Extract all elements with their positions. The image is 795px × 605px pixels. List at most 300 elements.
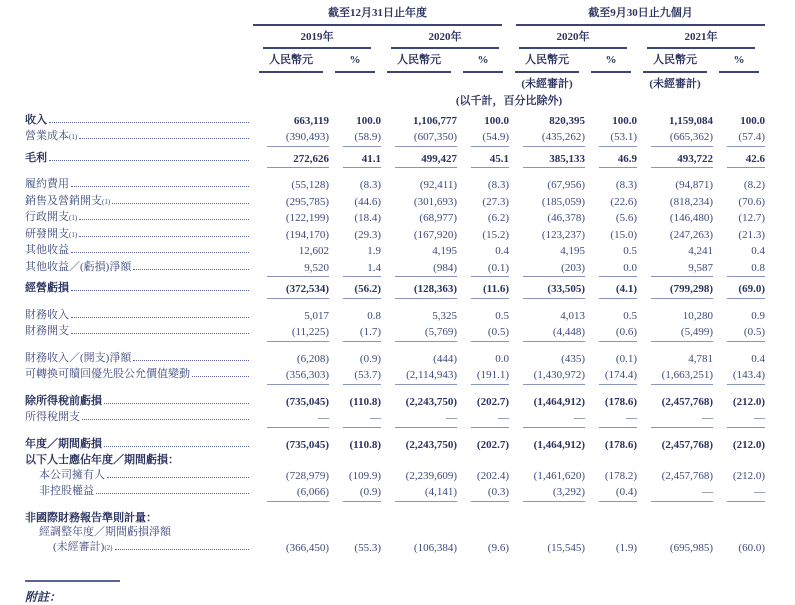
value-cell-rmb bbox=[509, 210, 585, 227]
year-label: 2020年 bbox=[519, 26, 627, 50]
value: (67,956) bbox=[547, 179, 585, 191]
value-cell-pct bbox=[329, 468, 381, 485]
value: (174.4) bbox=[599, 367, 637, 385]
dot-leader bbox=[49, 160, 249, 161]
value-cell-rmb bbox=[381, 324, 457, 342]
value-cell-rmb bbox=[253, 243, 329, 260]
value: — bbox=[651, 410, 713, 428]
row-label-cell bbox=[25, 147, 253, 169]
row-label-cell bbox=[25, 260, 253, 278]
table-row bbox=[25, 147, 765, 169]
value-cell-rmb bbox=[253, 484, 329, 502]
value: 0.8 bbox=[367, 309, 381, 322]
dot-leader bbox=[79, 219, 249, 220]
row-label-text: 財務收入 bbox=[25, 308, 69, 321]
value: (5.6) bbox=[615, 212, 637, 224]
value: 4,195 bbox=[432, 245, 457, 257]
row-label-cell bbox=[25, 428, 253, 454]
dot-leader bbox=[96, 493, 249, 494]
row-label: 行政開支 (1) bbox=[25, 210, 253, 225]
row-label-text: 研發開支 bbox=[25, 227, 69, 240]
value: 9,587 bbox=[651, 260, 713, 278]
value-cell-pct bbox=[457, 210, 509, 227]
row-label: 銷售及營銷開支 (1) bbox=[25, 194, 253, 209]
value: (301,693) bbox=[413, 195, 457, 208]
currency-header bbox=[381, 49, 457, 73]
row-label bbox=[25, 177, 253, 192]
empty-cell bbox=[713, 73, 765, 92]
value: 1,106,777 bbox=[413, 114, 457, 127]
value: 0.4 bbox=[751, 245, 765, 257]
row-label: 研發開支 (1) bbox=[25, 227, 253, 242]
row-label-cell bbox=[25, 243, 253, 260]
value-cell-rmb bbox=[637, 385, 713, 411]
value: (2,457,768) bbox=[661, 438, 713, 451]
row-label-cell bbox=[25, 129, 253, 147]
value-cell-rmb bbox=[637, 299, 713, 325]
value: (2,457,768) bbox=[661, 469, 713, 482]
value-cell-pct bbox=[713, 385, 765, 411]
row-label-cell bbox=[25, 342, 253, 368]
unaudited-note bbox=[637, 73, 713, 92]
row-label-cell bbox=[25, 367, 253, 385]
value: 100.0 bbox=[740, 114, 765, 127]
value: (33,505) bbox=[523, 281, 585, 299]
table-header bbox=[25, 6, 765, 113]
value-cell-rmb bbox=[381, 243, 457, 260]
percent-label: % bbox=[591, 49, 631, 73]
empty-span-cell bbox=[253, 453, 765, 468]
row-label-text: 其他收益 bbox=[25, 244, 69, 256]
row-label-cell bbox=[25, 227, 253, 244]
value: (0.9) bbox=[359, 352, 381, 365]
year-header bbox=[509, 26, 637, 50]
value-cell-rmb bbox=[637, 243, 713, 260]
value: 1.4 bbox=[343, 260, 381, 278]
row-label-text: 可轉換可贖回優先股公允價值變動 bbox=[25, 368, 190, 380]
value: (202.7) bbox=[476, 395, 509, 408]
value-cell-pct bbox=[457, 227, 509, 244]
percent-label: % bbox=[463, 49, 503, 73]
value-cell-rmb bbox=[381, 540, 457, 557]
value-cell-pct bbox=[329, 277, 381, 299]
table-row bbox=[25, 540, 765, 557]
value-cell-rmb bbox=[509, 113, 585, 130]
value: 0.4 bbox=[751, 352, 765, 365]
value-cell-rmb bbox=[637, 277, 713, 299]
value-cell-pct bbox=[585, 147, 637, 169]
value-cell-pct bbox=[457, 147, 509, 169]
table-row bbox=[25, 194, 765, 211]
value-cell-pct bbox=[457, 129, 509, 147]
value: 0.0 bbox=[599, 260, 637, 278]
row-label bbox=[25, 437, 253, 452]
year-header bbox=[253, 26, 381, 50]
value-cell-rmb bbox=[509, 227, 585, 244]
value: (70.6) bbox=[738, 195, 765, 208]
value-cell-pct bbox=[585, 484, 637, 502]
row-label bbox=[25, 243, 253, 258]
value: (15.2) bbox=[482, 228, 509, 241]
value-cell-pct bbox=[713, 468, 765, 485]
year-label: 2019年 bbox=[263, 26, 371, 50]
value-cell-rmb bbox=[637, 324, 713, 342]
value: 4,241 bbox=[688, 245, 713, 257]
unaudited-note bbox=[509, 73, 585, 92]
row-label-text: 毛利 bbox=[25, 151, 47, 164]
currency-header bbox=[637, 49, 713, 73]
value: (68,977) bbox=[419, 212, 457, 224]
units-note-row bbox=[25, 91, 765, 113]
table-row bbox=[25, 260, 765, 278]
percent-header bbox=[329, 49, 381, 73]
value: (178.6) bbox=[604, 395, 637, 408]
value-cell-rmb bbox=[509, 277, 585, 299]
value: 100.0 bbox=[612, 114, 637, 127]
value-cell-rmb bbox=[381, 260, 457, 278]
value-cell-rmb bbox=[381, 484, 457, 502]
table-row bbox=[25, 227, 765, 244]
value: 46.9 bbox=[599, 151, 637, 169]
value: (695,985) bbox=[669, 541, 713, 554]
value-cell-rmb bbox=[381, 113, 457, 130]
value-cell-pct bbox=[713, 260, 765, 278]
value-cell-rmb bbox=[253, 385, 329, 411]
value-cell-pct bbox=[329, 113, 381, 130]
year-label: 2020年 bbox=[391, 26, 499, 50]
value: 385,133 bbox=[523, 151, 585, 169]
value-cell-rmb bbox=[509, 342, 585, 368]
dot-leader bbox=[79, 138, 249, 139]
value: (0.3) bbox=[471, 484, 509, 502]
row-label-cell bbox=[25, 299, 253, 325]
value-cell-pct bbox=[713, 243, 765, 260]
value-cell-rmb bbox=[637, 168, 713, 194]
table-row bbox=[25, 525, 765, 540]
row-label-text: (未經審計) bbox=[53, 540, 105, 553]
value-cell-rmb bbox=[381, 367, 457, 385]
value: (0.6) bbox=[599, 324, 637, 342]
value-cell-pct bbox=[329, 385, 381, 411]
value: (2,239,609) bbox=[405, 469, 457, 482]
value: (146,480) bbox=[669, 212, 713, 224]
value: (4,141) bbox=[395, 484, 457, 502]
year-header bbox=[381, 26, 509, 50]
value-cell-pct bbox=[713, 342, 765, 368]
value: (2,457,768) bbox=[661, 395, 713, 408]
value: 820,395 bbox=[549, 114, 585, 127]
value: (194,170) bbox=[285, 228, 329, 241]
value: 45.1 bbox=[471, 151, 509, 169]
value: (167,920) bbox=[413, 228, 457, 241]
value-cell-rmb bbox=[381, 227, 457, 244]
value-cell-rmb bbox=[509, 410, 585, 428]
value-cell-pct bbox=[329, 260, 381, 278]
row-label-text: 財務收入／(開支)淨額 bbox=[25, 351, 132, 364]
value-cell-rmb bbox=[637, 147, 713, 169]
value: (55.3) bbox=[354, 541, 381, 554]
value-cell-pct bbox=[329, 210, 381, 227]
row-label-text: 以下人士應佔年度／期間虧損： bbox=[25, 454, 179, 466]
value-cell-rmb bbox=[381, 277, 457, 299]
value-cell-pct bbox=[457, 428, 509, 454]
dot-leader bbox=[115, 549, 250, 550]
value-cell-pct bbox=[585, 385, 637, 411]
value-cell-rmb bbox=[509, 260, 585, 278]
row-label-text: 非國際財務報告準則計量： bbox=[25, 511, 157, 524]
value-cell-rmb bbox=[253, 210, 329, 227]
value: (191.1) bbox=[471, 367, 509, 385]
value-cell-rmb bbox=[509, 324, 585, 342]
dot-leader bbox=[71, 333, 249, 334]
table-body bbox=[25, 113, 765, 557]
row-label-text: 銷售及營銷開支 bbox=[25, 194, 102, 207]
value-cell-rmb bbox=[381, 210, 457, 227]
value-cell-rmb bbox=[637, 227, 713, 244]
financial-summary-table bbox=[25, 6, 765, 556]
value-cell-rmb bbox=[637, 410, 713, 428]
value: (11.6) bbox=[471, 281, 509, 299]
value: — bbox=[471, 410, 509, 428]
value: 100.0 bbox=[484, 114, 509, 127]
value: (18.4) bbox=[354, 212, 381, 224]
value: (143.4) bbox=[727, 367, 765, 385]
row-label bbox=[25, 151, 253, 166]
value: (53.7) bbox=[343, 367, 381, 385]
value: (109.9) bbox=[348, 469, 381, 482]
value: (110.8) bbox=[349, 395, 381, 408]
dot-leader bbox=[71, 186, 249, 187]
value-cell-pct bbox=[457, 468, 509, 485]
dot-leader bbox=[49, 122, 249, 123]
value-cell-pct bbox=[585, 367, 637, 385]
period-group-title bbox=[509, 6, 765, 26]
value-cell-pct bbox=[457, 260, 509, 278]
table-row bbox=[25, 367, 765, 385]
dot-leader bbox=[133, 360, 249, 361]
value: (728,979) bbox=[285, 469, 329, 482]
dot-leader bbox=[192, 376, 249, 377]
value-cell-pct bbox=[329, 147, 381, 169]
value: (11,225) bbox=[267, 324, 329, 342]
value-cell-pct bbox=[457, 324, 509, 342]
value: (178.2) bbox=[604, 469, 637, 482]
table-row bbox=[25, 299, 765, 325]
value: (0.1) bbox=[615, 352, 637, 365]
value: 1.9 bbox=[367, 245, 381, 257]
empty-span-cell bbox=[253, 502, 765, 526]
period-group-title bbox=[253, 6, 509, 26]
value: 0.5 bbox=[623, 245, 637, 257]
value-cell-pct bbox=[585, 194, 637, 211]
value-cell-rmb bbox=[253, 129, 329, 147]
value: (799,298) bbox=[651, 281, 713, 299]
currency-label: 人民幣元 bbox=[515, 49, 579, 73]
value: (247,263) bbox=[669, 228, 713, 241]
value-cell-rmb bbox=[381, 468, 457, 485]
value: (6,208) bbox=[296, 352, 329, 365]
unaudited-row bbox=[25, 73, 765, 92]
value: (55,128) bbox=[291, 179, 329, 191]
value: 100.0 bbox=[356, 114, 381, 127]
value: (5,769) bbox=[395, 324, 457, 342]
value-cell-rmb bbox=[637, 260, 713, 278]
value-cell-rmb bbox=[637, 540, 713, 557]
table-row bbox=[25, 453, 765, 468]
value: (8.3) bbox=[615, 179, 637, 191]
value: 0.5 bbox=[495, 309, 509, 322]
value: 12,602 bbox=[298, 245, 329, 257]
value: (366,450) bbox=[285, 541, 329, 554]
value: (27.3) bbox=[482, 195, 509, 208]
value: 0.9 bbox=[751, 309, 765, 322]
value: (94,871) bbox=[675, 179, 713, 191]
row-label-text: 非控股權益 bbox=[39, 485, 94, 497]
value: (1,663,251) bbox=[651, 367, 713, 385]
subheader-row bbox=[25, 49, 765, 73]
value-cell-rmb bbox=[509, 129, 585, 147]
table-row bbox=[25, 324, 765, 342]
value-cell-pct bbox=[329, 410, 381, 428]
value-cell-rmb bbox=[381, 385, 457, 411]
row-label bbox=[25, 351, 253, 366]
value-cell-rmb bbox=[253, 227, 329, 244]
row-label-cell bbox=[25, 502, 253, 526]
dot-leader bbox=[79, 236, 249, 237]
value-cell-rmb bbox=[253, 540, 329, 557]
value-cell-rmb bbox=[637, 367, 713, 385]
value: (356,303) bbox=[267, 367, 329, 385]
table-row bbox=[25, 168, 765, 194]
value: (818,234) bbox=[669, 195, 713, 208]
value-cell-pct bbox=[329, 324, 381, 342]
value-cell-rmb bbox=[637, 129, 713, 147]
year-label: 2021年 bbox=[647, 26, 755, 50]
empty-cell bbox=[381, 73, 457, 92]
value-cell-rmb bbox=[253, 113, 329, 130]
value-cell-pct bbox=[457, 299, 509, 325]
row-label-text: 其他收益／(虧損)淨額 bbox=[25, 260, 132, 273]
value: (202.4) bbox=[476, 469, 509, 482]
value: (735,045) bbox=[285, 395, 329, 408]
value: (735,045) bbox=[285, 438, 329, 451]
value: 4,195 bbox=[560, 245, 585, 257]
value: (6.2) bbox=[487, 212, 509, 224]
value-cell-pct bbox=[329, 129, 381, 147]
table-row bbox=[25, 243, 765, 260]
value: (212.0) bbox=[732, 469, 765, 482]
row-label-cell bbox=[25, 168, 253, 194]
value-cell-pct bbox=[713, 299, 765, 325]
value: (0.4) bbox=[599, 484, 637, 502]
value: 0.8 bbox=[727, 260, 765, 278]
empty-cell bbox=[253, 73, 329, 92]
value: (60.0) bbox=[738, 541, 765, 554]
table-row bbox=[25, 468, 765, 485]
row-label: (未經審計) (2) bbox=[53, 540, 253, 555]
row-label bbox=[25, 511, 253, 526]
value-cell-rmb bbox=[509, 147, 585, 169]
value: (665,362) bbox=[651, 129, 713, 147]
value: 663,119 bbox=[293, 114, 329, 127]
currency-header bbox=[509, 49, 585, 73]
value-cell-pct bbox=[713, 168, 765, 194]
value: (0.9) bbox=[343, 484, 381, 502]
value-cell-pct bbox=[713, 277, 765, 299]
value: 493,722 bbox=[651, 151, 713, 169]
value: — bbox=[727, 410, 765, 428]
value-cell-pct bbox=[713, 367, 765, 385]
value-cell-rmb bbox=[509, 168, 585, 194]
value: 1,159,084 bbox=[669, 114, 713, 127]
value: (212.0) bbox=[732, 438, 765, 451]
row-label-text: 履約費用 bbox=[25, 178, 69, 190]
row-label-cell bbox=[25, 540, 253, 557]
value: (372,534) bbox=[267, 281, 329, 299]
value: (390,493) bbox=[267, 129, 329, 147]
row-label bbox=[39, 468, 253, 483]
value-cell-rmb bbox=[509, 484, 585, 502]
value: (435,262) bbox=[523, 129, 585, 147]
value: 0.4 bbox=[495, 245, 509, 257]
value-cell-pct bbox=[585, 168, 637, 194]
row-label bbox=[39, 484, 253, 499]
value-cell-rmb bbox=[253, 324, 329, 342]
value-cell-rmb bbox=[253, 260, 329, 278]
value: — bbox=[727, 484, 765, 502]
value-cell-pct bbox=[713, 484, 765, 502]
currency-label: 人民幣元 bbox=[643, 49, 707, 73]
value-cell-pct bbox=[585, 324, 637, 342]
value: 499,427 bbox=[395, 151, 457, 169]
value: — bbox=[267, 410, 329, 428]
row-label-cell bbox=[25, 277, 253, 299]
row-label bbox=[25, 324, 253, 339]
value: (122,199) bbox=[285, 212, 329, 224]
value-cell-rmb bbox=[381, 342, 457, 368]
dot-leader bbox=[71, 252, 249, 253]
value: (57.4) bbox=[727, 129, 765, 147]
value-cell-rmb bbox=[509, 468, 585, 485]
row-label-cell bbox=[25, 525, 253, 540]
period-group-label: 截至12月31日止年度 bbox=[253, 6, 502, 26]
value-cell-rmb bbox=[253, 410, 329, 428]
value-cell-pct bbox=[457, 410, 509, 428]
value: (2,243,750) bbox=[405, 438, 457, 451]
value-cell-pct bbox=[713, 129, 765, 147]
row-label bbox=[25, 410, 253, 425]
row-label-text: 營業成本 bbox=[25, 130, 69, 142]
value-cell-rmb bbox=[509, 428, 585, 454]
value: (21.3) bbox=[738, 228, 765, 241]
dot-leader bbox=[104, 446, 249, 447]
value: (29.3) bbox=[354, 228, 381, 241]
value: (1.7) bbox=[343, 324, 381, 342]
row-label bbox=[39, 525, 253, 540]
value-cell-pct bbox=[585, 260, 637, 278]
value: — bbox=[651, 484, 713, 502]
value: 0.5 bbox=[623, 309, 637, 322]
currency-label: 人民幣元 bbox=[259, 49, 323, 73]
value: (2,114,943) bbox=[395, 367, 457, 385]
value-cell-pct bbox=[713, 428, 765, 454]
row-label bbox=[25, 394, 253, 409]
value: (53.1) bbox=[599, 129, 637, 147]
value: (203) bbox=[523, 260, 585, 278]
value: (106,384) bbox=[413, 541, 457, 554]
dot-leader bbox=[82, 419, 249, 420]
value: (444) bbox=[433, 352, 457, 365]
